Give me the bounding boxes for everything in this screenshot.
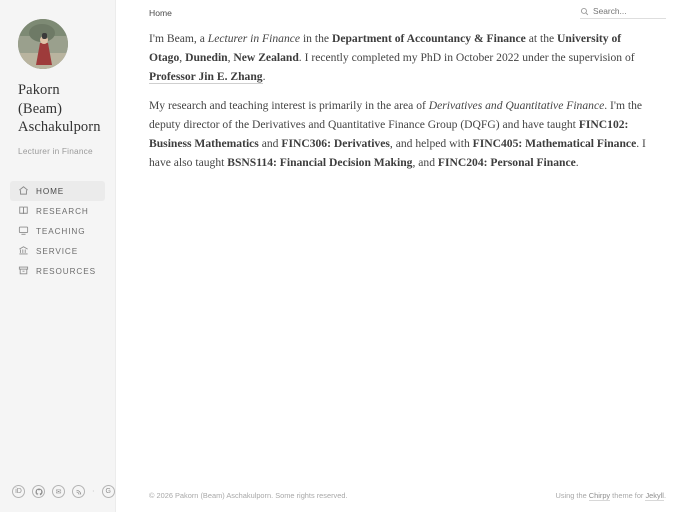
topbar	[116, 0, 688, 28]
chalkboard-icon	[17, 224, 30, 237]
sidebar-item-label: SERVICE	[36, 246, 79, 256]
paragraph-intro	[149, 30, 655, 86]
sidebar-item-resources[interactable]	[10, 261, 105, 281]
country-name: New Zealand	[233, 50, 299, 64]
text: in the	[300, 32, 332, 45]
jekyll-link[interactable]: Jekyll	[645, 491, 664, 500]
orcid-icon[interactable]: iD	[12, 485, 25, 498]
course-bsns114: BSNS114: Financial Decision Making	[227, 155, 413, 169]
theme-link[interactable]: Chirpy	[588, 491, 611, 500]
sidebar-item-label: TEACHING	[36, 226, 86, 236]
book-icon	[17, 204, 30, 217]
github-icon[interactable]	[32, 485, 45, 498]
text: , and helped with	[389, 136, 473, 150]
main-content	[116, 0, 688, 512]
sidebar-item-service[interactable]	[10, 241, 105, 261]
course-finc405: FINC405: Mathematical Finance	[472, 136, 637, 150]
text: ,	[227, 50, 234, 64]
separator-dot: ·	[92, 486, 95, 496]
paragraph-research	[149, 97, 655, 172]
theme-credit	[555, 491, 666, 500]
email-icon[interactable]: ✉	[52, 485, 65, 498]
text: . I recently completed my PhD in October 2022 under the supervision of	[298, 50, 635, 64]
research-area: Derivatives and Quantitative Finance	[428, 99, 605, 113]
text: , and	[412, 155, 438, 169]
course-finc306: FINC306: Derivatives	[281, 136, 390, 150]
avatar	[18, 19, 68, 69]
text: . I'm the deputy director of the Derivatives and Quantitative Finance Group (DQFG) and have taught	[149, 99, 643, 132]
social-links	[12, 485, 115, 498]
text: .	[663, 491, 666, 500]
bank-icon	[17, 244, 30, 257]
text: Using the	[555, 491, 589, 500]
scholar-icon[interactable]: G	[102, 485, 115, 498]
search-icon	[580, 7, 589, 16]
text: theme for	[610, 491, 646, 500]
course-finc204: FINC204: Personal Finance	[437, 155, 576, 169]
copyright-text: © 2026 Pakorn (Beam) Aschakulporn. Some rights reserved.	[149, 491, 348, 500]
university-name: University of Otago	[149, 32, 622, 64]
sidebar-item-home[interactable]	[10, 181, 105, 201]
site-title: Pakorn (Beam) Aschakulporn	[18, 82, 101, 136]
search-input[interactable]	[593, 6, 666, 16]
city-name: Dunedin	[185, 50, 228, 64]
sidebar-nav	[0, 181, 115, 281]
text: ,	[179, 50, 186, 64]
article-body	[116, 30, 688, 172]
sidebar	[0, 0, 116, 512]
site-subtitle: Lecturer in Finance	[18, 145, 93, 156]
text: at the	[525, 32, 558, 45]
course-finc102: FINC102: Business Mathematics	[149, 118, 629, 150]
text: My research and teaching interest is primarily in the area of	[149, 99, 429, 113]
sidebar-item-label: RESOURCES	[36, 266, 96, 276]
role-title: Lecturer in Finance	[207, 32, 301, 45]
breadcrumb[interactable]: Home	[149, 8, 172, 18]
department-name: Department of Accountancy & Finance	[331, 32, 526, 45]
archive-icon	[17, 264, 30, 277]
text: . I have also taught	[149, 136, 646, 169]
text: .	[575, 155, 579, 169]
search-box[interactable]	[580, 6, 666, 19]
sidebar-item-label: RESEARCH	[36, 206, 89, 216]
sidebar-item-research[interactable]	[10, 201, 105, 221]
text: .	[262, 69, 266, 83]
footer	[116, 491, 688, 500]
rss-icon[interactable]	[72, 485, 85, 498]
text: I'm Beam, a	[149, 32, 208, 45]
supervisor-link[interactable]: Professor Jin E. Zhang	[149, 69, 263, 83]
sidebar-item-label: HOME	[36, 186, 65, 196]
sidebar-item-teaching[interactable]	[10, 221, 105, 241]
home-icon	[17, 184, 30, 197]
text: and	[258, 136, 282, 150]
